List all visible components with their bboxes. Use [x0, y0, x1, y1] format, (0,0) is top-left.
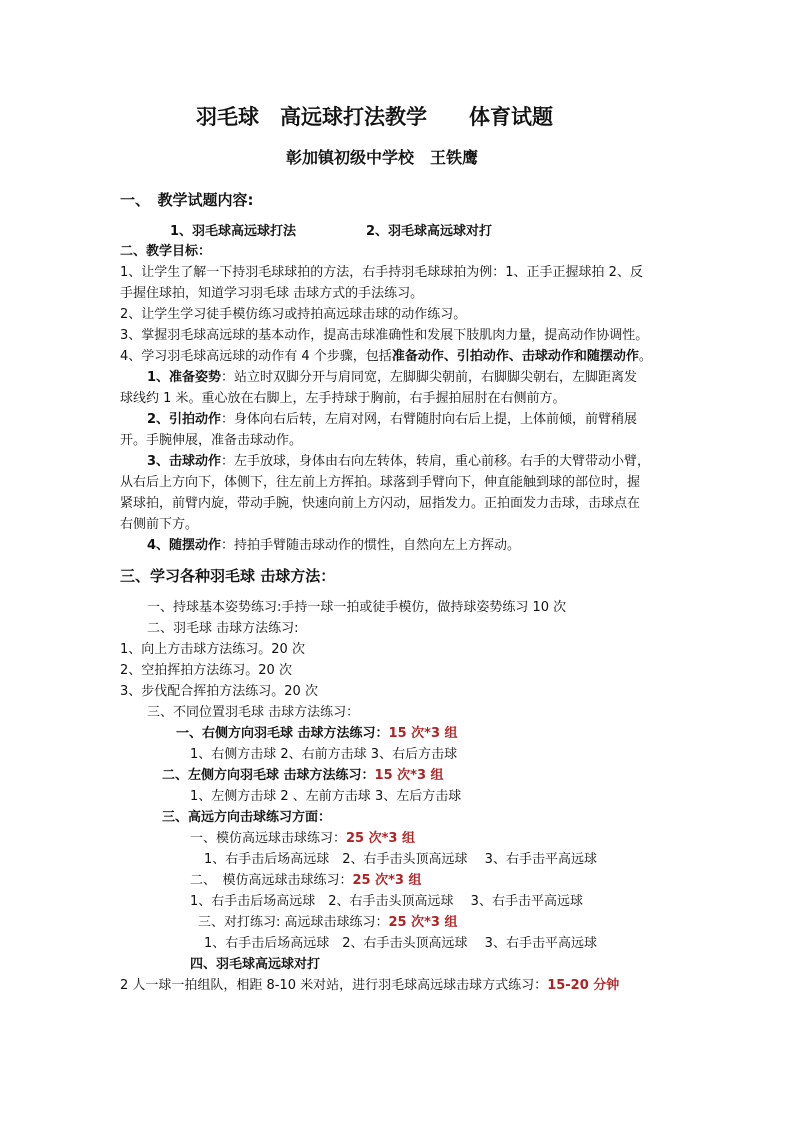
step-1-label: 1、准备姿势	[147, 370, 222, 385]
right-side-count: 15 次*3 组	[388, 726, 458, 741]
step-4-label: 4、随摆动作	[147, 538, 222, 553]
step-1-line-b: 球线约 1 米。重心放在右脚上，左手持球于胸前，右手握拍屈肘在右侧前方。	[120, 391, 566, 406]
step-3-label: 3、击球动作	[147, 454, 222, 469]
goal-1-line-b: 手握住球拍，知道学习羽毛球 击球方式的手法练习。	[120, 286, 424, 301]
rally-items: 1、右手击后场高远球 2、右手击头顶高远球 3、右手击平高远球	[204, 936, 597, 951]
content-item-1: 1、羽毛球高远球打法	[170, 224, 297, 239]
pair-practice	[120, 978, 619, 994]
imitation-1-count: 25 次*3 组	[346, 831, 416, 846]
practice-line-6: 三、不同位置羽毛球 击球方法练习：	[147, 705, 360, 720]
step-1-text: ：站立时双脚分开与肩同宽，左脚脚尖朝前，右脚脚尖朝右，左脚距离发	[221, 370, 638, 385]
page-subtitle: 彰加镇初级中学校 王铁鹰	[286, 148, 479, 167]
goal-4-suffix: 。	[638, 349, 652, 364]
left-side-count: 15 次*3 组	[374, 768, 444, 783]
step-3-line-d: 右侧前下方。	[120, 517, 199, 532]
high-clear-heading: 三、高远方向击球练习方面：	[162, 810, 332, 825]
high-clear-rally-heading: 四、羽毛球高远球对打	[190, 957, 321, 972]
step-2-line-b: 开。手腕伸展，准备击球动作。	[120, 433, 303, 448]
rally-count: 25 次*3 组	[388, 915, 458, 930]
step-3-line-b: 从右后上方向下，体侧下，往左前上方挥拍。球落到手臂向下，伸直能触到球的部位时，握	[120, 475, 641, 490]
practice-line-4: 2、空拍挥拍方法练习。20 次	[120, 663, 292, 678]
step-3-line-a	[147, 454, 650, 470]
step-2-text: ：身体向右后转，左肩对网，右臂随肘向右后上提，上体前倾，前臂稍展	[221, 412, 638, 427]
left-side-items: 1、左侧方击球 2 、左前方击球 3、左后方击球	[190, 789, 462, 804]
pair-practice-duration: 15-20 分钟	[547, 978, 620, 993]
practice-line-1: 一、持球基本姿势练习:手持一球一拍或徒手模仿，做持球姿势练习 10 次	[147, 600, 567, 615]
step-3-text: ：左手放球，身体由右向左转体，转肩，重心前移。右手的大臂带动小臂，	[221, 454, 651, 469]
section-heading-2: 二、教学目标：	[120, 244, 212, 259]
step-1-line-a	[147, 370, 637, 386]
step-4-text: ：持拍手臂随击球动作的惯性，自然向左上方挥动。	[221, 538, 521, 553]
goal-1-line-a: 1、让学生了解一下持羽毛球球拍的方法，右手持羽毛球球拍为例：1、正手正握球拍 2、反	[120, 265, 643, 280]
imitation-1-items: 1、右手击后场高远球 2、右手击头顶高远球 3、右手击平高远球	[204, 852, 597, 867]
imitation-practice-2	[190, 873, 422, 889]
goal-2: 2、让学生学习徒手模仿练习或持拍高远球击球的动作练习。	[120, 307, 467, 322]
imitation-2-label: 二、 模仿高远球击球练习：	[190, 873, 353, 888]
left-side-label: 二、左侧方向羽毛球 击球方法练习：	[162, 768, 375, 783]
goal-4-steps: 准备动作、引拍动作、击球动作和随摆动作	[391, 349, 639, 364]
goal-4	[120, 349, 652, 365]
section-heading-1: 一、 教学试题内容:	[120, 191, 254, 209]
left-side-practice	[162, 768, 444, 784]
goal-3: 3、掌握羽毛球高远球的基本动作，提高击球准确性和发展下肢肌肉力量，提高动作协调性。	[120, 328, 649, 343]
section-heading-3: 三、学习各种羽毛球 击球方法：	[120, 567, 336, 585]
rally-label: 三、对打练习: 高远球击球练习：	[198, 915, 389, 930]
step-2-label: 2、引拍动作	[147, 412, 222, 427]
step-3-line-c: 紧球拍，前臂内旋，带动手腕，快速向前上方闪动，屈指发力。正拍面发力击球，击球点在	[120, 496, 641, 511]
rally-practice	[198, 915, 458, 931]
practice-line-3: 1、向上方击球方法练习。20 次	[120, 642, 305, 657]
step-4	[147, 538, 520, 554]
imitation-1-label: 一、模仿高远球击球练习：	[190, 831, 347, 846]
right-side-practice	[176, 726, 458, 742]
imitation-practice-1	[190, 831, 415, 847]
imitation-2-items: 1、右手击后场高远球 2、右手击头顶高远球 3、右手击平高远球	[190, 894, 583, 909]
practice-line-5: 3、步伐配合挥拍方法练习。20 次	[120, 684, 318, 699]
content-item-2: 2、羽毛球高远球对打	[366, 224, 493, 239]
step-2-line-a	[147, 412, 637, 428]
page-title: 羽毛球 高远球打法教学 体育试题	[196, 104, 553, 129]
right-side-label: 一、右侧方向羽毛球 击球方法练习：	[176, 726, 389, 741]
goal-4-prefix: 4、学习羽毛球高远球的动作有 4 个步骤，包括	[120, 349, 392, 364]
right-side-items: 1、右侧方击球 2、右前方击球 3、右后方击球	[190, 747, 458, 762]
practice-line-2: 二、羽毛球 击球方法练习:	[147, 621, 299, 636]
pair-practice-text: 2 人一球一拍组队，相距 8-10 米对站，进行羽毛球高远球击球方式练习：	[120, 978, 548, 993]
imitation-2-count: 25 次*3 组	[352, 873, 422, 888]
